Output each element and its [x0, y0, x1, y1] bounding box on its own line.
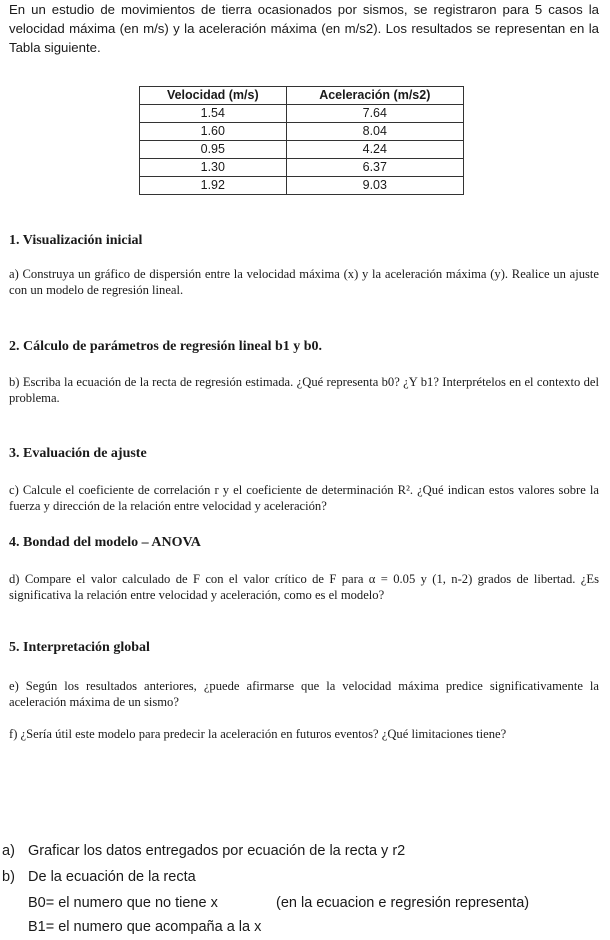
table-row	[140, 105, 464, 123]
table-cell: 7.64	[286, 105, 463, 123]
table-row	[140, 177, 464, 195]
note-b1-text: B1= el numero que acompaña a la x	[28, 919, 262, 935]
table-header-row	[140, 87, 464, 105]
table-cell: 1.92	[140, 177, 287, 195]
table-cell: 0.95	[140, 141, 287, 159]
data-table	[139, 86, 464, 195]
table-cell: 8.04	[286, 123, 463, 141]
section-heading-3: 3. Evaluación de ajuste	[9, 446, 147, 461]
table-row	[140, 141, 464, 159]
intro-paragraph: En un estudio de movimientos de tierra ocasionados por sismos, se registraron para 5 casos la velocidad máxima (en m/s) y la aceleración máxima (en m/s2). Los resultados se representan en la Tabla siguiente.	[9, 2, 599, 55]
note-a-marker: a)	[2, 843, 15, 859]
question-a: a) Construya un gráfico de dispersión entre la velocidad máxima (x) y la aceleración máxima (y). Realice un ajuste con un modelo de regresión lineal.	[9, 267, 599, 297]
note-a-text: Graficar los datos entregados por ecuación de la recta y r2	[28, 843, 406, 859]
note-b0-text: B0= el numero que no tiene x	[28, 895, 218, 911]
question-d: d) Compare el valor calculado de F con el valor crítico de F para α = 0.05 y (1, n-2) grados de libertad. ¿Es significativa la relación entre velocidad y aceleración, como es el modelo?	[9, 572, 599, 602]
column-header-velocidad: Velocidad (m/s)	[140, 87, 287, 105]
table-cell: 9.03	[286, 177, 463, 195]
section-heading-1: 1. Visualización inicial	[9, 233, 143, 248]
question-c: c) Calcule el coeficiente de correlación r y el coeficiente de determinación R². ¿Qué indican estos valores sobre la fuerza y dirección de la relación entre velocidad y aceleración?	[9, 483, 599, 513]
table-cell: 1.60	[140, 123, 287, 141]
table-cell: 4.24	[286, 141, 463, 159]
section-heading-4: 4. Bondad del modelo – ANOVA	[9, 535, 201, 550]
note-b0-aside: (en la ecuacion e regresión representa)	[276, 895, 530, 911]
question-e: e) Según los resultados anteriores, ¿puede afirmarse que la velocidad máxima predice significativamente la aceleración máxima de un sismo?	[9, 679, 599, 709]
table-row	[140, 123, 464, 141]
table-row	[140, 159, 464, 177]
table-cell: 1.30	[140, 159, 287, 177]
note-b-text: De la ecuación de la recta	[28, 869, 196, 885]
note-b-marker: b)	[2, 869, 15, 885]
table-cell: 1.54	[140, 105, 287, 123]
section-heading-5: 5. Interpretación global	[9, 640, 150, 655]
section-heading-2: 2. Cálculo de parámetros de regresión lineal b1 y b0.	[9, 339, 323, 354]
question-b: b) Escriba la ecuación de la recta de regresión estimada. ¿Qué representa b0? ¿Y b1? Interprételos en el contexto del problema.	[9, 375, 599, 405]
column-header-aceleracion: Aceleración (m/s2)	[286, 87, 463, 105]
table-cell: 6.37	[286, 159, 463, 177]
question-f: f) ¿Sería útil este modelo para predecir la aceleración en futuros eventos? ¿Qué limitaciones tiene?	[9, 727, 507, 741]
